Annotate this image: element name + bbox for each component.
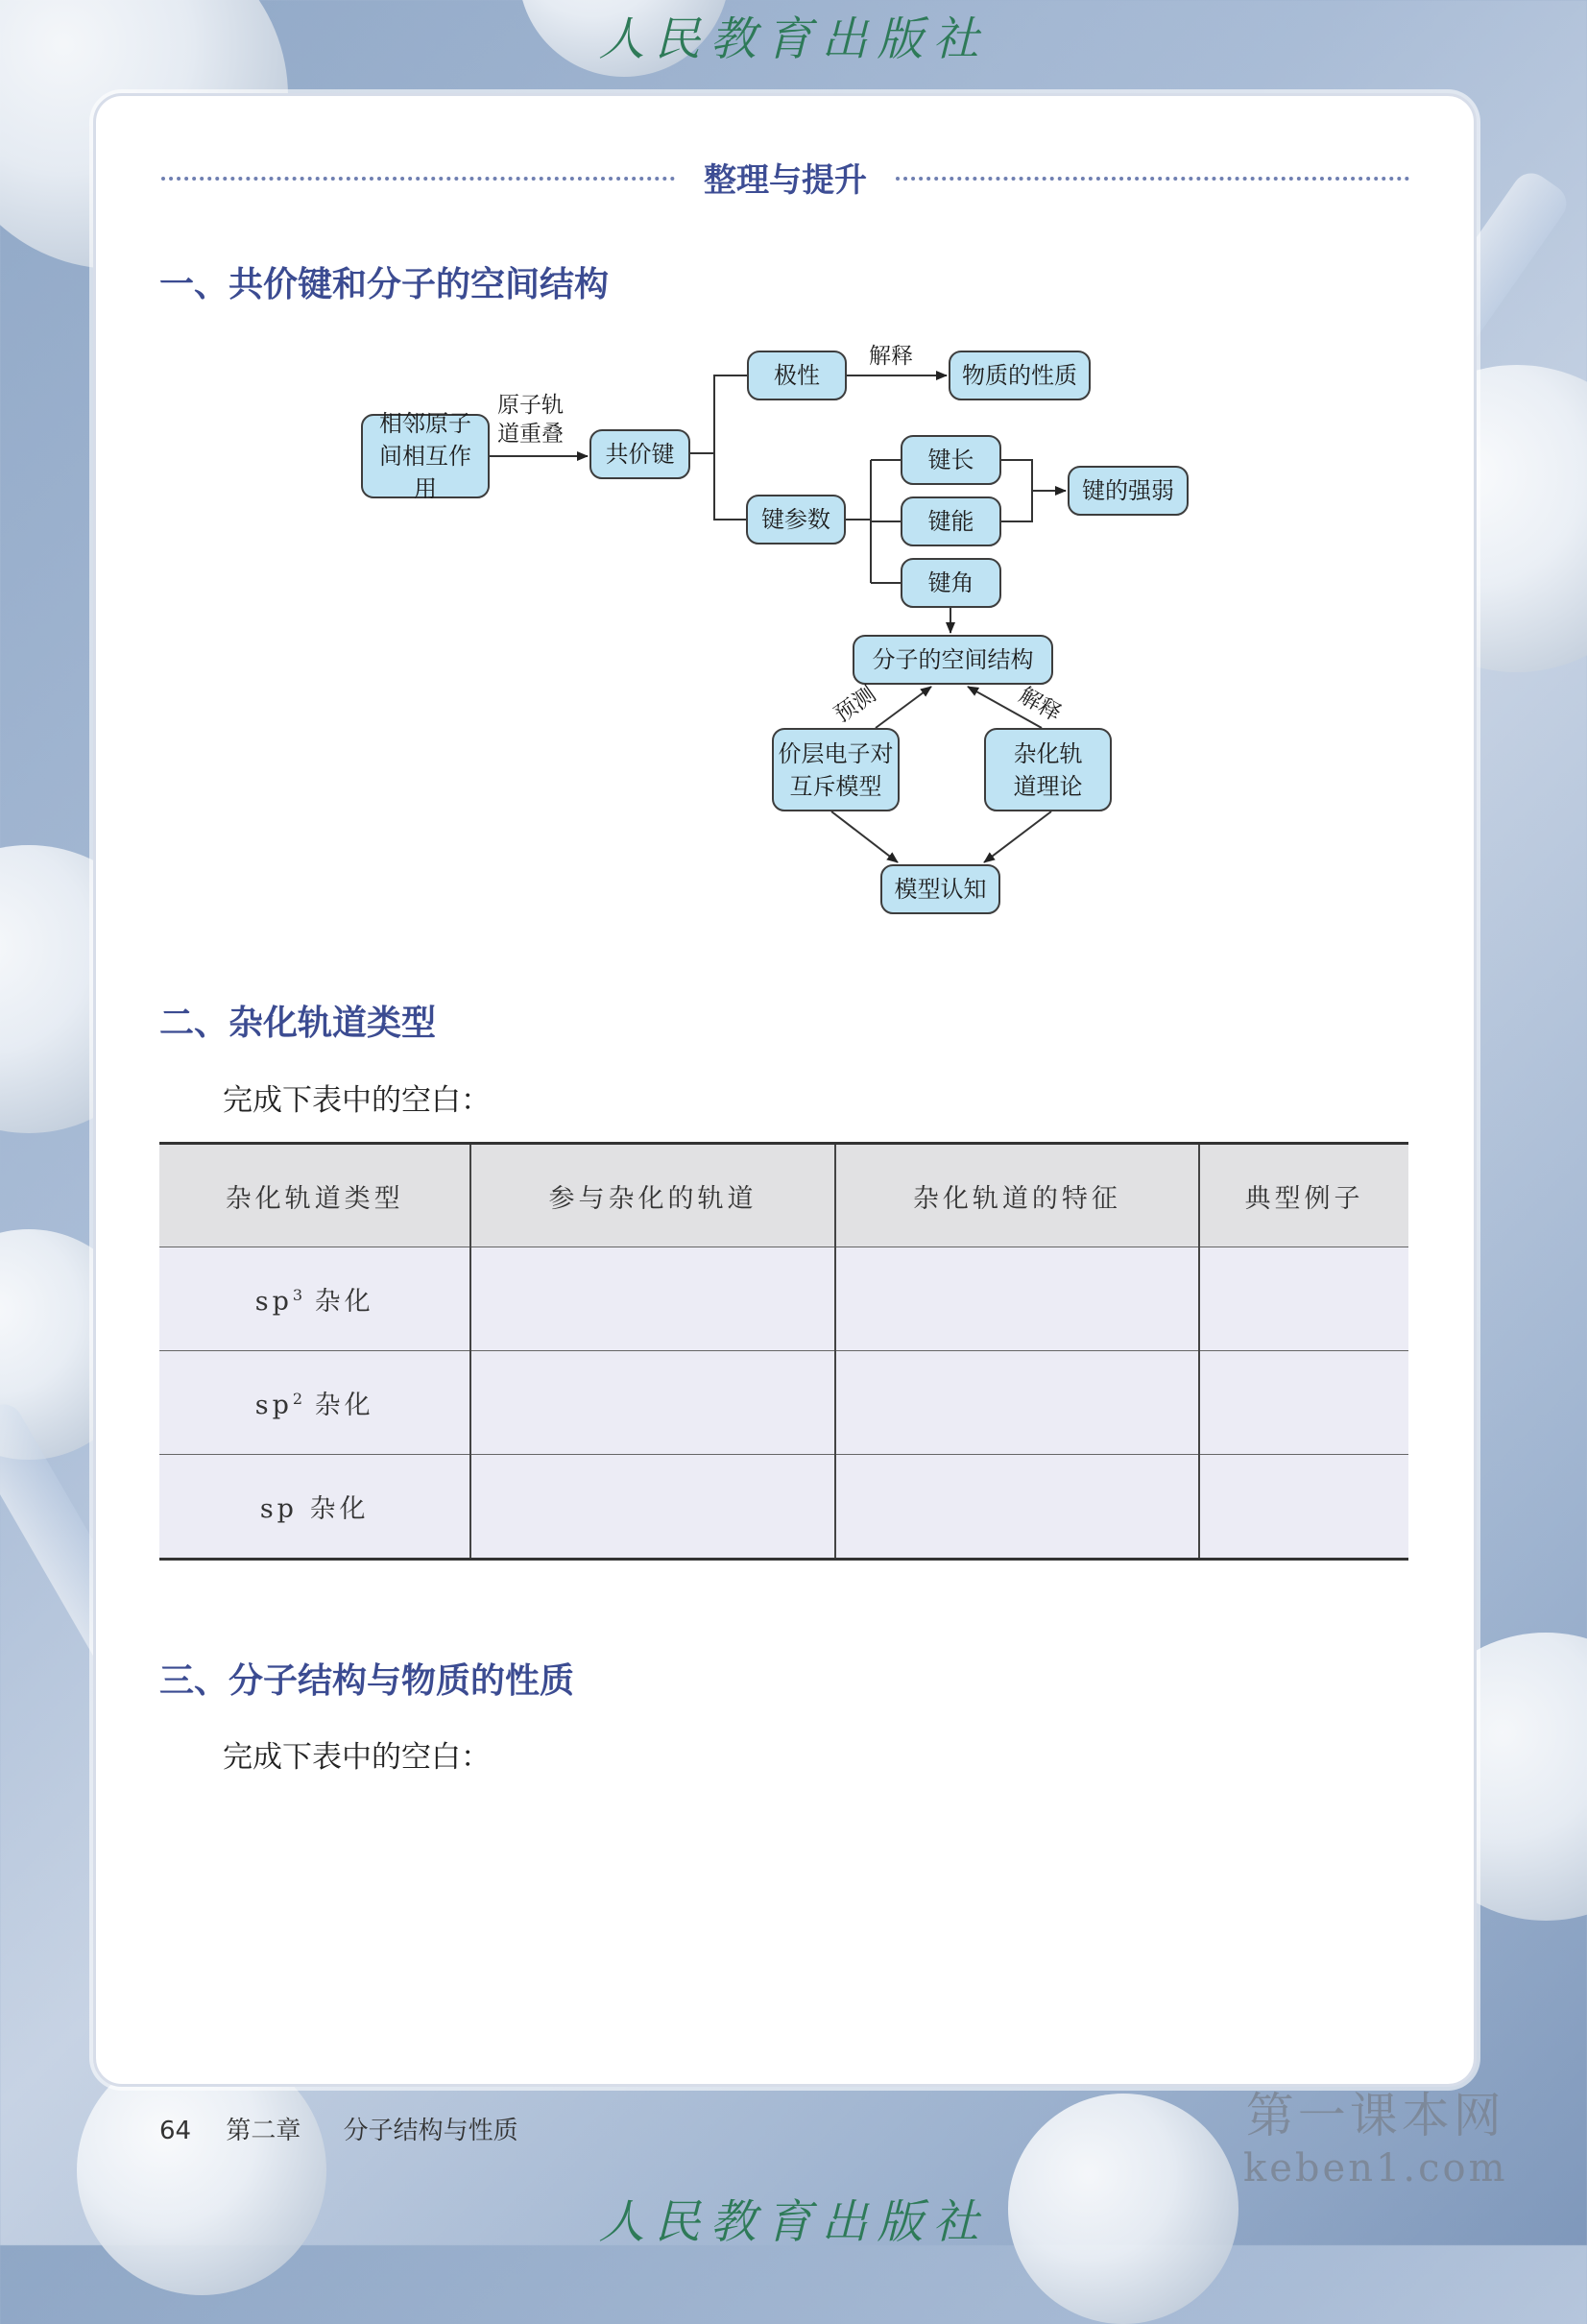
- chapter-title: 分子结构与性质: [343, 2117, 518, 2145]
- node-hybrid-orbital-theory: [984, 728, 1112, 811]
- hybrid-type-suffix: 杂化: [302, 1391, 374, 1420]
- edge-label-explain-polarity: 解释: [869, 344, 913, 369]
- chapter-number: 第二章: [226, 2117, 301, 2145]
- node-hybrid-orbital-theory-label: 杂化轨道理论: [1013, 739, 1083, 800]
- table-row: [159, 1351, 1408, 1455]
- node-vsepr-model: [772, 728, 900, 811]
- publisher-logo-bottom: 人民教育出版社: [598, 2195, 989, 2249]
- table-header-row: [159, 1144, 1408, 1247]
- blank-cell[interactable]: [470, 1351, 834, 1455]
- node-material-properties: 物质的性质: [949, 351, 1091, 400]
- watermark-url: keben1.com: [1243, 2146, 1508, 2191]
- hybridization-table: [159, 1142, 1408, 1561]
- blank-cell[interactable]: [470, 1247, 834, 1351]
- section3-heading: 三、分子结构与物质的性质: [159, 1661, 575, 1701]
- hybrid-type-base: sp: [259, 1494, 298, 1524]
- blank-cell[interactable]: [1199, 1351, 1408, 1455]
- hybrid-type-superscript: 3: [292, 1286, 303, 1304]
- table-header-cell: 杂化轨道的特征: [835, 1144, 1199, 1247]
- blank-cell[interactable]: [835, 1455, 1199, 1560]
- hybrid-type-cell: [159, 1351, 470, 1455]
- site-watermark: [1243, 2077, 1508, 2191]
- node-vsepr-model-label: 价层电子对互斥模型: [778, 739, 894, 800]
- node-bond-length: 键长: [901, 435, 1001, 485]
- node-bond-energy: 键能: [901, 496, 1001, 546]
- edge-hybrid-to-model: [984, 811, 1051, 862]
- edge-label-explain-structure: 解释: [1014, 683, 1066, 727]
- page-number: 64: [159, 2117, 192, 2145]
- hybrid-type-base: sp: [254, 1391, 293, 1420]
- node-polarity: 极性: [747, 351, 847, 400]
- section1-heading: 一、共价键和分子的空间结构: [159, 265, 610, 304]
- edge-label-predict: 预测: [830, 682, 881, 728]
- node-bond-parameters: 键参数: [746, 495, 846, 545]
- blank-cell[interactable]: [835, 1351, 1199, 1455]
- node-spatial-structure: 分子的空间结构: [853, 635, 1053, 685]
- node-model-cognition: 模型认知: [880, 864, 1000, 914]
- section3-instruction: 完成下表中的空白：: [223, 1740, 491, 1775]
- table-header-cell: 参与杂化的轨道: [470, 1144, 834, 1247]
- edge-vsepr-to-model: [831, 811, 898, 862]
- edge-label-orbital-overlap: 原子轨道重叠: [497, 393, 564, 447]
- table-row: [159, 1455, 1408, 1560]
- publisher-logo-top: 人民教育出版社: [598, 12, 989, 66]
- page-footer: [159, 2111, 518, 2146]
- node-bond-strength: 键的强弱: [1068, 466, 1189, 516]
- banner-title: 整理与提升: [704, 161, 867, 200]
- table-row: [159, 1247, 1408, 1351]
- hybrid-type-cell: [159, 1455, 470, 1560]
- section2-instruction: 完成下表中的空白：: [223, 1083, 491, 1118]
- blank-cell[interactable]: [835, 1247, 1199, 1351]
- table-header-cell: 典型例子: [1199, 1144, 1408, 1247]
- hybrid-type-suffix: 杂化: [302, 1287, 374, 1317]
- hybrid-type-superscript: 2: [292, 1390, 303, 1408]
- edge-length-energy-merge: [1001, 460, 1032, 521]
- blank-cell[interactable]: [1199, 1247, 1408, 1351]
- node-atom-interaction-label: 相邻原子间相互作用: [379, 410, 471, 502]
- node-atom-interaction: [361, 410, 490, 502]
- edge-to-params: [714, 453, 747, 520]
- edge-predict: [876, 687, 931, 728]
- hybrid-type-suffix: 杂化: [297, 1494, 370, 1524]
- table-header-cell: 杂化轨道类型: [159, 1144, 470, 1247]
- diagram-connectors: [0, 0, 1587, 960]
- section2-heading: 二、杂化轨道类型: [159, 1004, 437, 1043]
- blank-cell[interactable]: [1199, 1455, 1408, 1560]
- edge-to-polarity: [690, 375, 747, 453]
- watermark-name: 第一课本网: [1245, 2088, 1505, 2143]
- hybrid-type-cell: [159, 1247, 470, 1351]
- blank-cell[interactable]: [470, 1455, 834, 1560]
- node-covalent-bond: 共价键: [589, 429, 690, 479]
- hybrid-type-base: sp: [254, 1287, 293, 1317]
- node-bond-angle: 键角: [901, 558, 1001, 608]
